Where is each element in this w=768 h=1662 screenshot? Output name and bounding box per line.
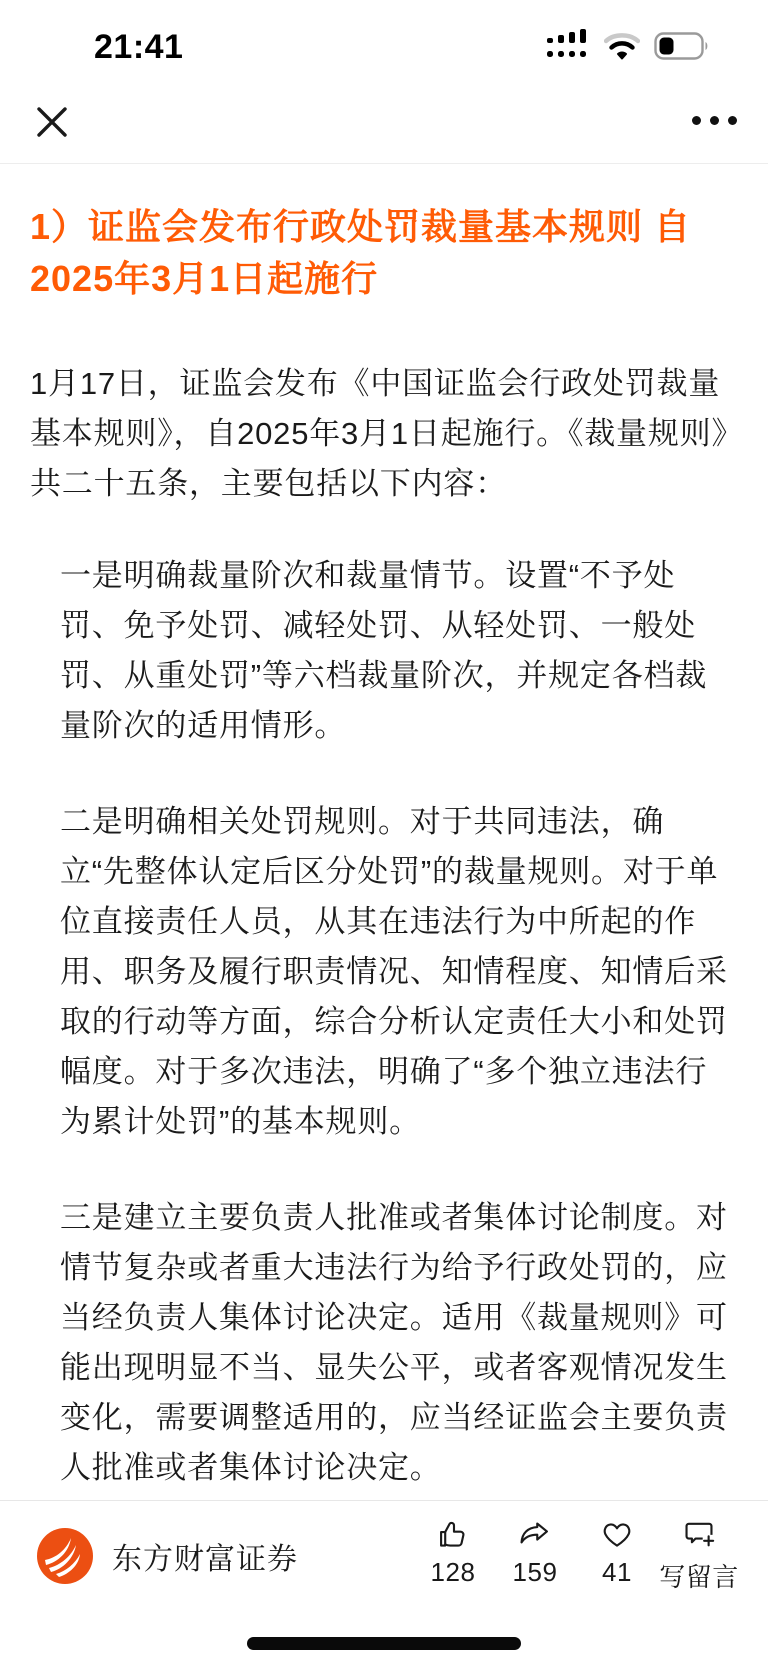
- status-bar: [0, 0, 768, 80]
- share-count: 159: [512, 1557, 558, 1587]
- footer-bar: [0, 1500, 768, 1662]
- battery-icon: [654, 32, 710, 65]
- close-icon[interactable]: [32, 102, 72, 142]
- like-button[interactable]: [412, 1517, 494, 1588]
- comment-label: 写留言: [659, 1562, 739, 1592]
- cellular-signal-icon: [546, 28, 590, 69]
- thumbs-up-icon: [436, 1517, 470, 1551]
- status-time: 21:41: [94, 28, 184, 66]
- status-icons: [546, 28, 710, 69]
- article-paragraph: 三是建立主要负责人批准或者集体讨论制度。对情节复杂或者重大违法行为给予行政处罚的，应当经负责人集体讨论决定。适用《裁量规则》可能出现明显不当、显失公平，或者客观情况发生变化，需要调整适用的，应当经证监会主要负责人批准或者集体讨论决定。: [60, 1200, 728, 1485]
- source-name: 东方财富证券: [112, 1542, 298, 1576]
- eastmoney-logo-icon: [36, 1527, 94, 1585]
- comment-bubble-icon: [682, 1517, 716, 1551]
- more-options-icon[interactable]: [688, 94, 740, 146]
- article-heading: 1）证监会发布行政处罚裁量基本规则 自2025年3月1日起施行: [30, 206, 692, 299]
- action-buttons: [412, 1517, 740, 1594]
- article-body: [0, 165, 768, 1500]
- like-count: 128: [430, 1557, 476, 1587]
- article-paragraph: 1月17日，证监会发布《中国证监会行政处罚裁量基本规则》，自2025年3月1日起施行。《裁量规则》共二十五条，主要包括以下内容：: [30, 366, 728, 501]
- favorite-count: 41: [602, 1557, 632, 1587]
- nav-bar: [0, 80, 768, 164]
- favorite-button[interactable]: [576, 1517, 658, 1588]
- comment-button[interactable]: [658, 1517, 740, 1594]
- heart-icon: [600, 1517, 634, 1551]
- share-arrow-icon: [518, 1517, 552, 1551]
- article-paragraph: 一是明确裁量阶次和裁量情节。设置“不予处罚、免予处罚、减轻处罚、从轻处罚、一般处罚、从重处罚”等六档裁量阶次，并规定各档裁量阶次的适用情形。: [60, 558, 708, 743]
- source-account[interactable]: [36, 1527, 298, 1585]
- article-paragraph: 二是明确相关处罚规则。对于共同违法，确立“先整体认定后区分处罚”的裁量规则。对于单位直接责任人员，从其在违法行为中所起的作用、职务及履行职责情况、知情程度、知情后采取的行动等方面，综合分析认定责任大小和处罚幅度。对于多次违法，明确了“多个独立违法行为累计处罚”的基本规则。: [60, 804, 728, 1139]
- home-indicator[interactable]: [247, 1637, 521, 1650]
- wifi-icon: [604, 32, 640, 65]
- share-button[interactable]: [494, 1517, 576, 1588]
